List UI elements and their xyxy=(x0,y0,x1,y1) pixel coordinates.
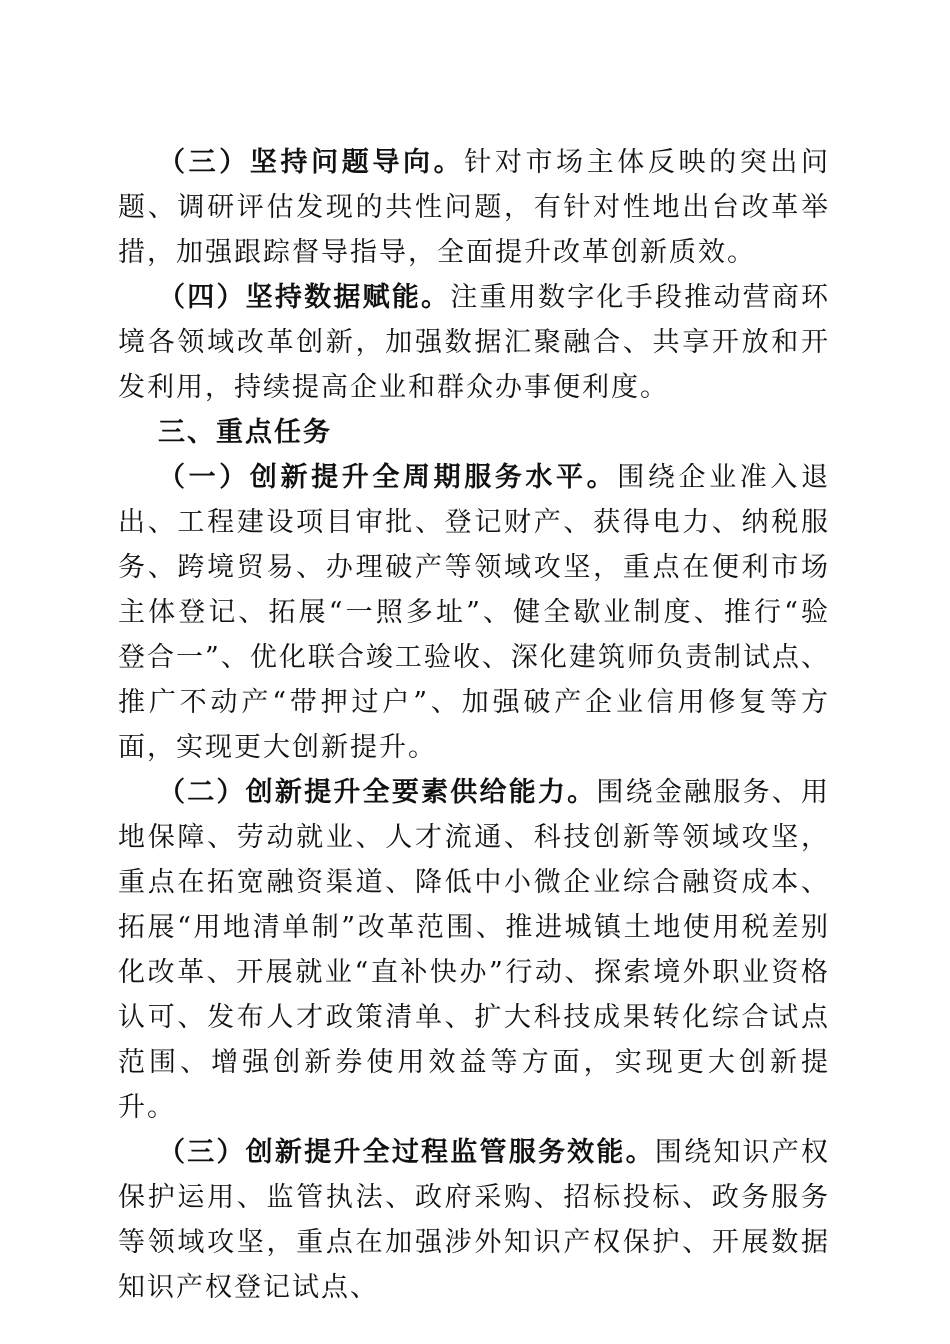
paragraph-lead: （一）创新提升全周期服务水平。 xyxy=(158,462,618,493)
task-paragraph-2 xyxy=(118,770,830,1130)
principle-paragraph-3 xyxy=(118,140,830,275)
paragraph-lead: （三）创新提升全过程监管服务效能。 xyxy=(158,1137,655,1168)
document-body xyxy=(118,140,830,1310)
task-paragraph-1 xyxy=(118,455,830,770)
task-paragraph-3 xyxy=(118,1130,830,1310)
paragraph-text: 针对市场主体反映的突出问题、调研评估发现的共性问题，有针对性地出台改革举措，加强跟踪督导指导，全面提升改革创新质效。 xyxy=(118,147,831,268)
paragraph-lead: （三）坚持问题导向。 xyxy=(158,147,465,178)
section-heading: 三、重点任务 xyxy=(158,417,332,448)
paragraph-lead: （四）坚持数据赋能。 xyxy=(158,282,451,313)
principle-paragraph-4 xyxy=(118,275,830,410)
paragraph-text: 围绕企业准入退出、工程建设项目审批、登记财产、获得电力、纳税服务、跨境贸易、办理破产等领域攻坚，重点在便利市场主体登记、拓展“一照多址”、健全歇业制度、推行“验登合一”、优化联合竣工验收、深化建筑师负责制试点、推广不动产“带押过户”、加强破产企业信用修复等方面，实现更大创新提升。 xyxy=(118,462,831,763)
paragraph-text: 围绕金融服务、用地保障、劳动就业、人才流通、科技创新等领域攻坚，重点在拓宽融资渠道、降低中小微企业综合融资成本、拓展“用地清单制”改革范围、推进城镇土地使用税差别化改革、开展就业“直补快办”行动、探索境外职业资格认可、发布人才政策清单、扩大科技成果转化综合试点范围、增强创新券使用效益等方面，实现更大创新提升。 xyxy=(118,777,831,1123)
paragraph-text: 注重用数字化手段推动营商环境各领域改革创新，加强数据汇聚融合、共享开放和开发利用，持续提高企业和群众办事便利度。 xyxy=(118,282,831,403)
paragraph-text: 围绕知识产权保护运用、监管执法、政府采购、招标投标、政务服务等领域攻坚，重点在加强涉外知识产权保护、开展数据知识产权登记试点、 xyxy=(118,1137,831,1303)
paragraph-lead: （二）创新提升全要素供给能力。 xyxy=(158,777,597,808)
